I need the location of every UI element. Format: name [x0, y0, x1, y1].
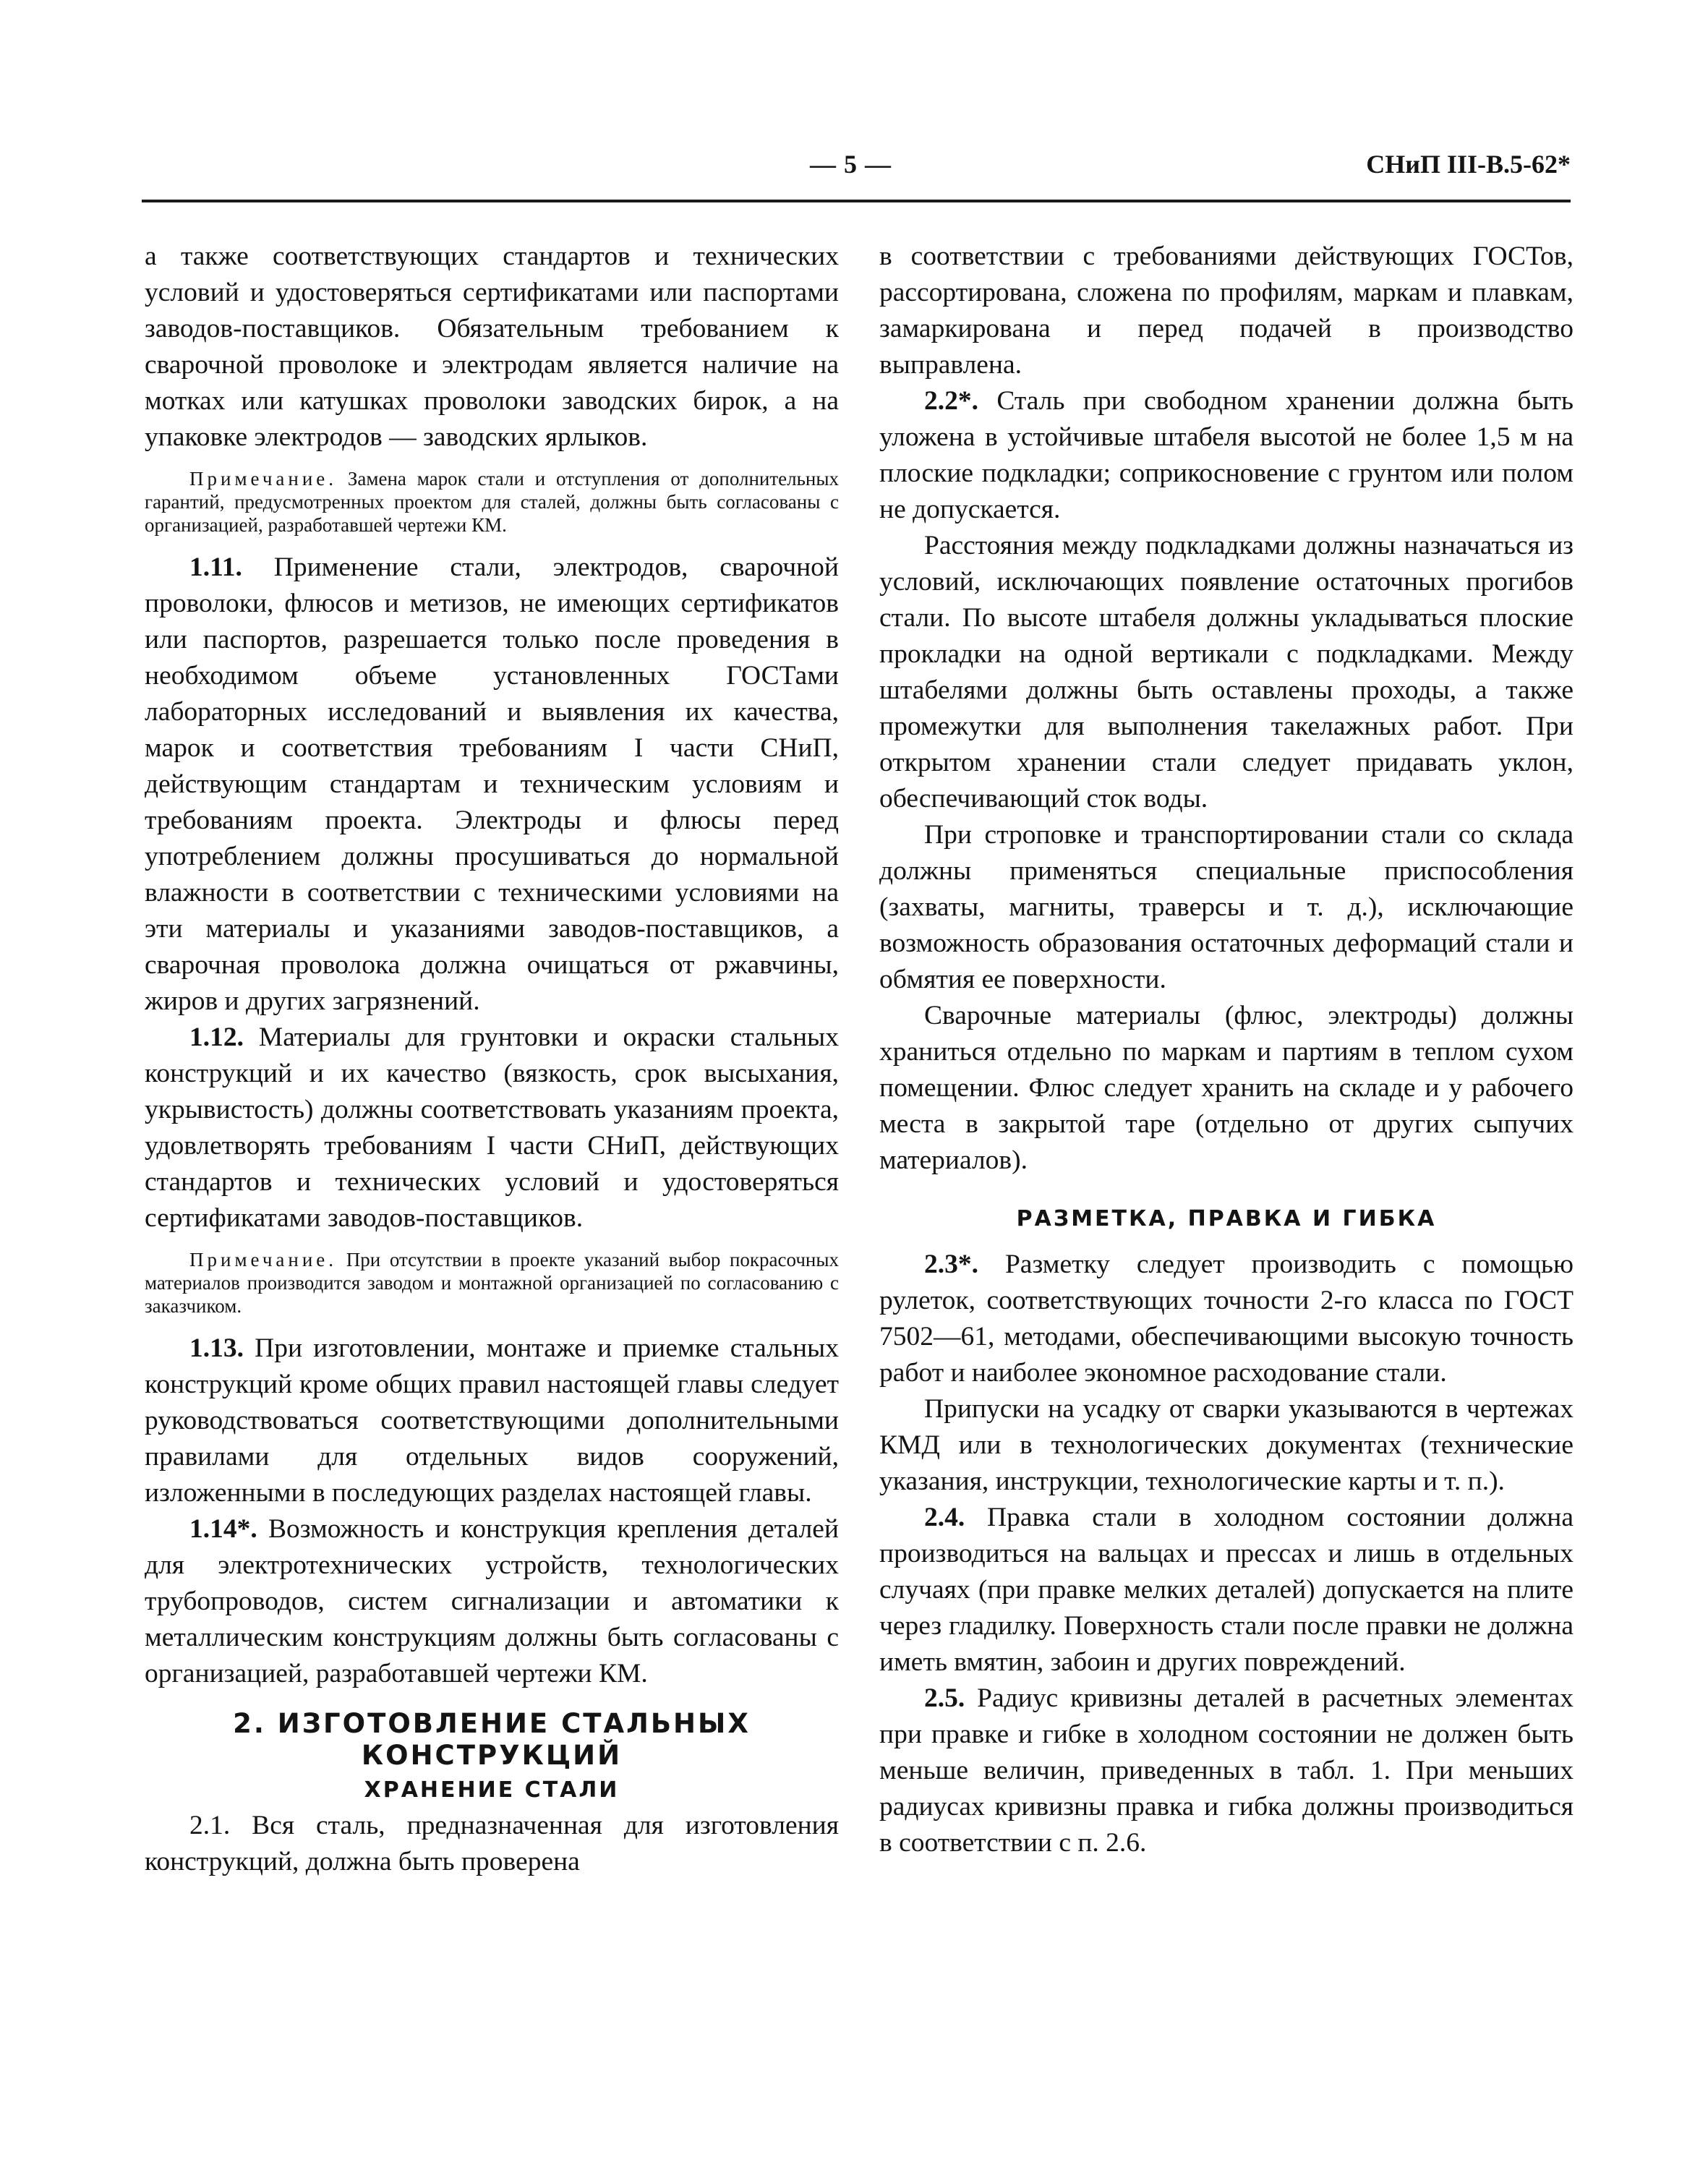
clause-2-3 — [879, 1247, 1574, 1391]
clause-2-4 — [879, 1500, 1574, 1681]
note-steel-grades — [145, 467, 839, 537]
clause-text: Правка стали в холодном состоянии должна производиться на вальцах и прессах и лишь в отдельных случаях (при правке мелких деталей) допускается на плите через гладилку. Поверхность стали после правки не должна иметь вмятин, забоин и других повреждений. — [879, 1503, 1574, 1677]
clause-number: 1.13. — [189, 1333, 244, 1363]
clause-2-5 — [879, 1681, 1574, 1861]
note-text: Замена марок стали и отступления от дополнительных гарантий, предусмотренных проектом для сталей, должны быть согласованы с организацией, разработавшей чертежи КМ. — [145, 468, 839, 536]
clause-2-2 — [879, 383, 1574, 528]
note-label: Примечание. — [189, 1249, 338, 1270]
section-2-title — [145, 1708, 839, 1772]
section-title-line-1: 2. ИЗГОТОВЛЕНИЕ СТАЛЬНЫХ — [233, 1708, 751, 1739]
note-paint-materials — [145, 1248, 839, 1318]
clause-text: Применение стали, электродов, сварочной проволоки, флюсов и метизов, не имеющих сертификатов или паспортов, разрешается только после проведения в необходимом объеме установленных ГОСТами лабораторных исследований и выявления их качества, марок и соответствия требованиям I части СНиП, действующим стандартам и техническим условиям и требованиям проекта. Электроды и флюсы перед употреблением должны просушиваться до нормальной влажности в соответствии с техническими условиями на эти материалы и указаниями заводов-поставщиков, а сварочная проволока должна очищаться от ржавчины, жиров и других загрязнений. — [145, 552, 839, 1016]
paragraph-welding-materials: Сварочные материалы (флюс, электроды) должны храниться отдельно по маркам и партиям в теплом сухом помещении. Флюс следует хранить на складе и у рабочего места в закрытой таре (отдельно от других сыпучих материалов). — [879, 1001, 1574, 1175]
clause-text: Радиус кривизны деталей в расчетных элементах при правке и гибке в холодном состоянии не должен быть меньше величин, приведенных в табл. 1. При меньших радиусах кривизны правка и гибка должны производиться в соответствии с п. 2.6. — [879, 1683, 1574, 1858]
clause-1-12 — [145, 1020, 839, 1237]
clause-2-1 — [145, 1808, 839, 1880]
note-label: Примечание. — [189, 468, 338, 490]
clause-text: Вся сталь, предназначенная для изготовления конструкций, должна быть проверена — [145, 1811, 839, 1876]
clause-number: 2.4. — [924, 1503, 965, 1532]
clause-number: 2.3*. — [924, 1250, 978, 1279]
clause-number: 1.11. — [189, 552, 242, 582]
header-divider — [142, 200, 1571, 202]
paragraph-slinging: При строповке и транспортировании стали со склада должны применяться специальные приспособления (захваты, магниты, траверсы и т. д.), исключающие возможность образования остаточных деформаций стали и обмятия ее поверхности. — [879, 820, 1574, 994]
document-code: СНиП III-В.5-62* — [1366, 150, 1571, 179]
paragraph-support-distance: Расстояния между подкладками должны назначаться из условий, исключающих появление остаточных прогибов стали. По высоте штабеля должны укладываться плоские прокладки на одной вертикали с подкладками. Между штабелями должны быть оставлены проходы, а также промежутки для выполнения такелажных работ. При открытом хранении стали следует придавать уклон, обеспечивающий сток воды. — [879, 531, 1574, 813]
paragraph-intro: а также соответствующих стандартов и технических условий и удостоверяться сертификатами или паспортами заводов-поставщиков. Обязательным требованием к сварочной проволоке и электродам является наличие на мотках или катушках проволоки заводских бирок, а на упаковке электродов — заводских ярлыков. — [145, 242, 839, 452]
paragraph-shrink-allowance: Припуски на усадку от сварки указываются в чертежах КМД или в технологических документах (технические указания, инструкции, технологические карты и т. п.). — [879, 1394, 1574, 1496]
clause-text: Возможность и конструкция крепления деталей для электротехнических устройств, технологических трубопроводов, систем сигнализации и автоматики к металлическим конструкциям должны быть согласованы с организацией, разработавшей чертежи КМ. — [145, 1514, 839, 1688]
clause-number: 2.2*. — [924, 386, 978, 416]
page-header — [0, 0, 1708, 210]
clause-text: Сталь при свободном хранении должна быть уложена в устойчивые штабеля высотой не более 1,5 м на плоские подкладки; соприкосновение с грунтом или полом не допускается. — [879, 386, 1574, 524]
clause-number: 2.5. — [924, 1683, 965, 1713]
clause-number: 2.1. — [189, 1811, 231, 1840]
clause-2-1-continued: в соответствии с требованиями действующих ГОСТов, рассортирована, сложена по профилям, маркам и плавкам, замаркирована и перед подачей в производство выправлена. — [879, 242, 1574, 380]
left-column — [145, 239, 839, 1880]
subsection-title-storage: ХРАНЕНИЕ СТАЛИ — [364, 1777, 620, 1803]
clause-1-13 — [145, 1331, 839, 1511]
note-text: При отсутствии в проекте указаний выбор покрасочных материалов производится заводом и монтажной организацией по согласованию с заказчиком. — [145, 1249, 839, 1317]
clause-text: Материалы для грунтовки и окраски стальных конструкций и их качество (вязкость, срок высыхания, укрывистость) должны соответствовать указаниям проекта, удовлетворять требованиям I части СНиП, действующих стандартов и технических условий и удостоверяться сертификатами заводов-поставщиков. — [145, 1022, 839, 1233]
clause-text: При изготовлении, монтаже и приемке стальных конструкций кроме общих правил настоящей главы следует руководствоваться соответствующими дополнительными правилами для отдельных видов сооружений, изложенными в последующих разделах настоящей главы. — [145, 1333, 839, 1508]
clause-number: 1.14*. — [189, 1514, 257, 1544]
right-column — [879, 239, 1574, 1861]
page-number: — 5 — — [810, 150, 892, 179]
section-title-line-2: КОНСТРУКЦИЙ — [361, 1740, 623, 1771]
clause-1-11 — [145, 550, 839, 1020]
clause-text: Разметку следует производить с помощью рулеток, соответствующих точности 2-го класса по ГОСТ 7502—61, методами, обеспечивающими высокую точность работ и наиболее экономное расходование стали. — [879, 1250, 1574, 1388]
clause-1-14 — [145, 1511, 839, 1692]
clause-number: 1.12. — [189, 1022, 244, 1052]
subsection-title-marking: РАЗМЕТКА, ПРАВКА И ГИБКА — [1016, 1206, 1437, 1231]
